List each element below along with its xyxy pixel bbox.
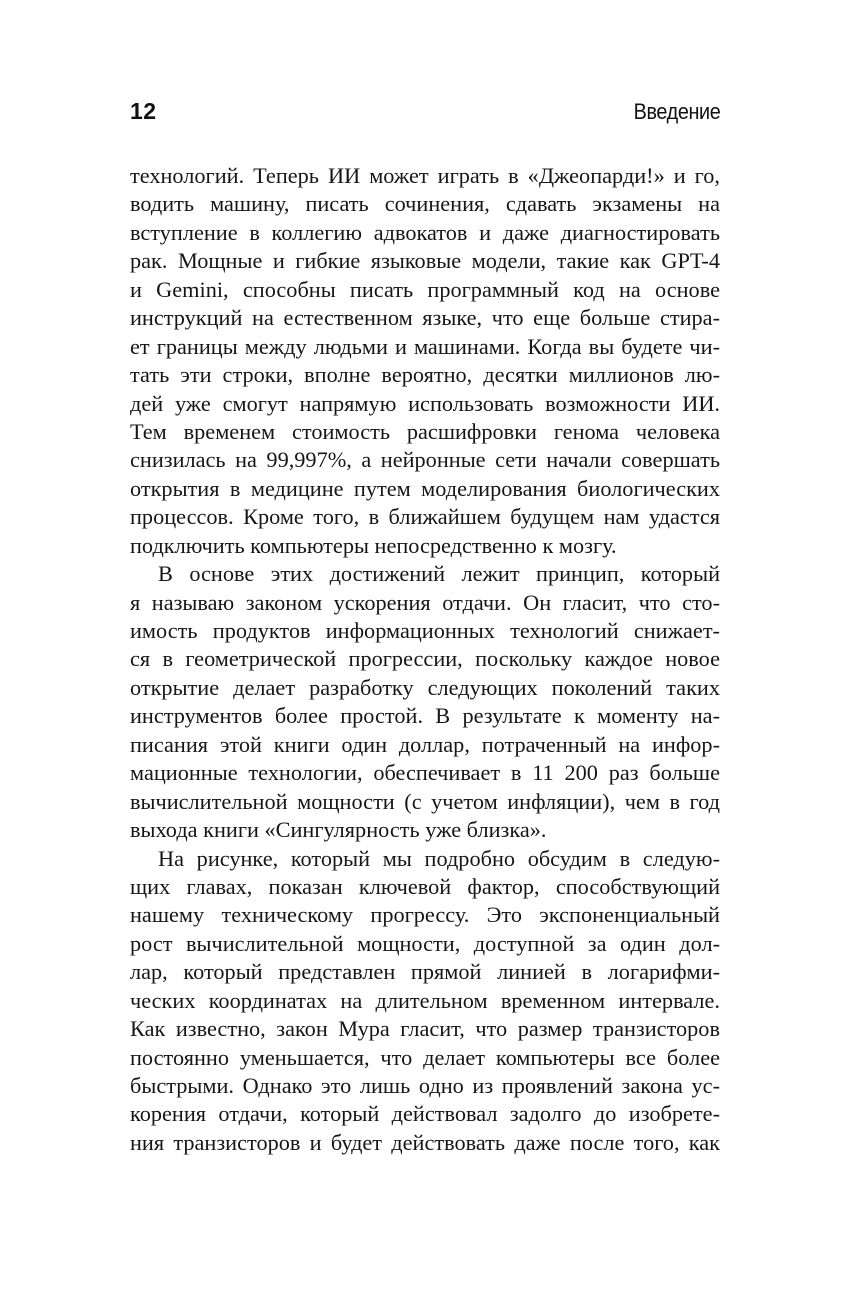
text-line: быстрыми. Однако это лишь одно из проявлений закона ус- <box>130 1073 720 1098</box>
text-line: инструментов более простой. В результате к моменту на- <box>130 703 720 729</box>
text-line: лар, который представлен прямой линией в логарифми- <box>130 959 720 985</box>
text-line: дей уже смогут напрямую использовать возможности ИИ. <box>130 390 720 416</box>
text-line: Как известно, закон Мура гласит, что размер транзисторов <box>130 1016 720 1042</box>
text-line: инструкций на естественном языке, что еще больше стира- <box>130 305 720 331</box>
text-line: щих главах, показан ключевой фактор, способствующий <box>130 873 720 899</box>
text-line: ся в геометрической прогрессии, поскольку каждое новое <box>130 646 720 672</box>
text-line: открытия в медицине путем моделирования биологических <box>130 475 720 501</box>
text-line: выхода книги «Сингулярность уже близка». <box>130 817 547 843</box>
text-line: ния транзисторов и будет действовать даже после того, как <box>130 1129 720 1155</box>
text-line: постоянно уменьшается, что делает компьютеры все более <box>130 1044 720 1070</box>
text-line: мационные технологии, обеспечивает в 11 200 раз больше <box>130 760 720 786</box>
text-line: ческих координатах на длительном временном интервале. <box>130 987 720 1013</box>
text-line: нашему техническому прогрессу. Это экспоненциальный <box>130 902 720 928</box>
text-line: рост вычислительной мощности, доступной за один дол- <box>130 930 720 956</box>
text-line: технологий. Теперь ИИ может играть в «Джеопарди!» и го, <box>130 163 720 188</box>
text-line: имость продуктов информационных технологий снижает- <box>130 618 720 643</box>
text-line: вступление в коллегию адвокатов и даже диагностировать <box>130 219 720 245</box>
text-line: открытие делает разработку следующих поколений таких <box>130 674 720 700</box>
text-line: На рисунке, который мы подробно обсудим в следую- <box>158 845 720 871</box>
text-line: ет границы между людьми и машинами. Когда вы будете чи- <box>130 333 720 359</box>
text-line: подключить компьютеры непосредственно к мозгу. <box>130 532 617 558</box>
page-number: 12 <box>130 98 157 124</box>
text-line: Тем временем стоимость расшифровки генома человека <box>130 418 720 444</box>
text-line: рак. Мощные и гибкие языковые модели, такие как GPT-4 <box>130 248 720 274</box>
text-line: водить машину, писать сочинения, сдавать экзамены на <box>130 191 720 217</box>
text-line: писания этой книги один доллар, потраченный на инфор- <box>130 731 720 757</box>
text-line: процессов. Кроме того, в ближайшем будущем нам удастся <box>130 504 720 530</box>
text-line: В основе этих достижений лежит принцип, который <box>158 561 720 587</box>
text-line: снизилась на 99,997%, а нейронные сети начали совершать <box>130 447 720 473</box>
running-head-section-title: Введение <box>633 99 720 124</box>
text-line: я называю законом ускорения отдачи. Он гласит, что сто- <box>130 589 720 615</box>
running-header <box>130 98 720 126</box>
text-line: тать эти строки, вполне вероятно, десятки миллионов лю- <box>130 362 720 388</box>
text-line: и Gemini, способны писать программный код на основе <box>130 276 720 302</box>
text-line: корения отдачи, который действовал задолго до изобрете- <box>130 1101 720 1127</box>
body-text <box>130 162 720 1157</box>
text-line: вычислительной мощности (с учетом инфляции), чем в год <box>130 788 720 814</box>
